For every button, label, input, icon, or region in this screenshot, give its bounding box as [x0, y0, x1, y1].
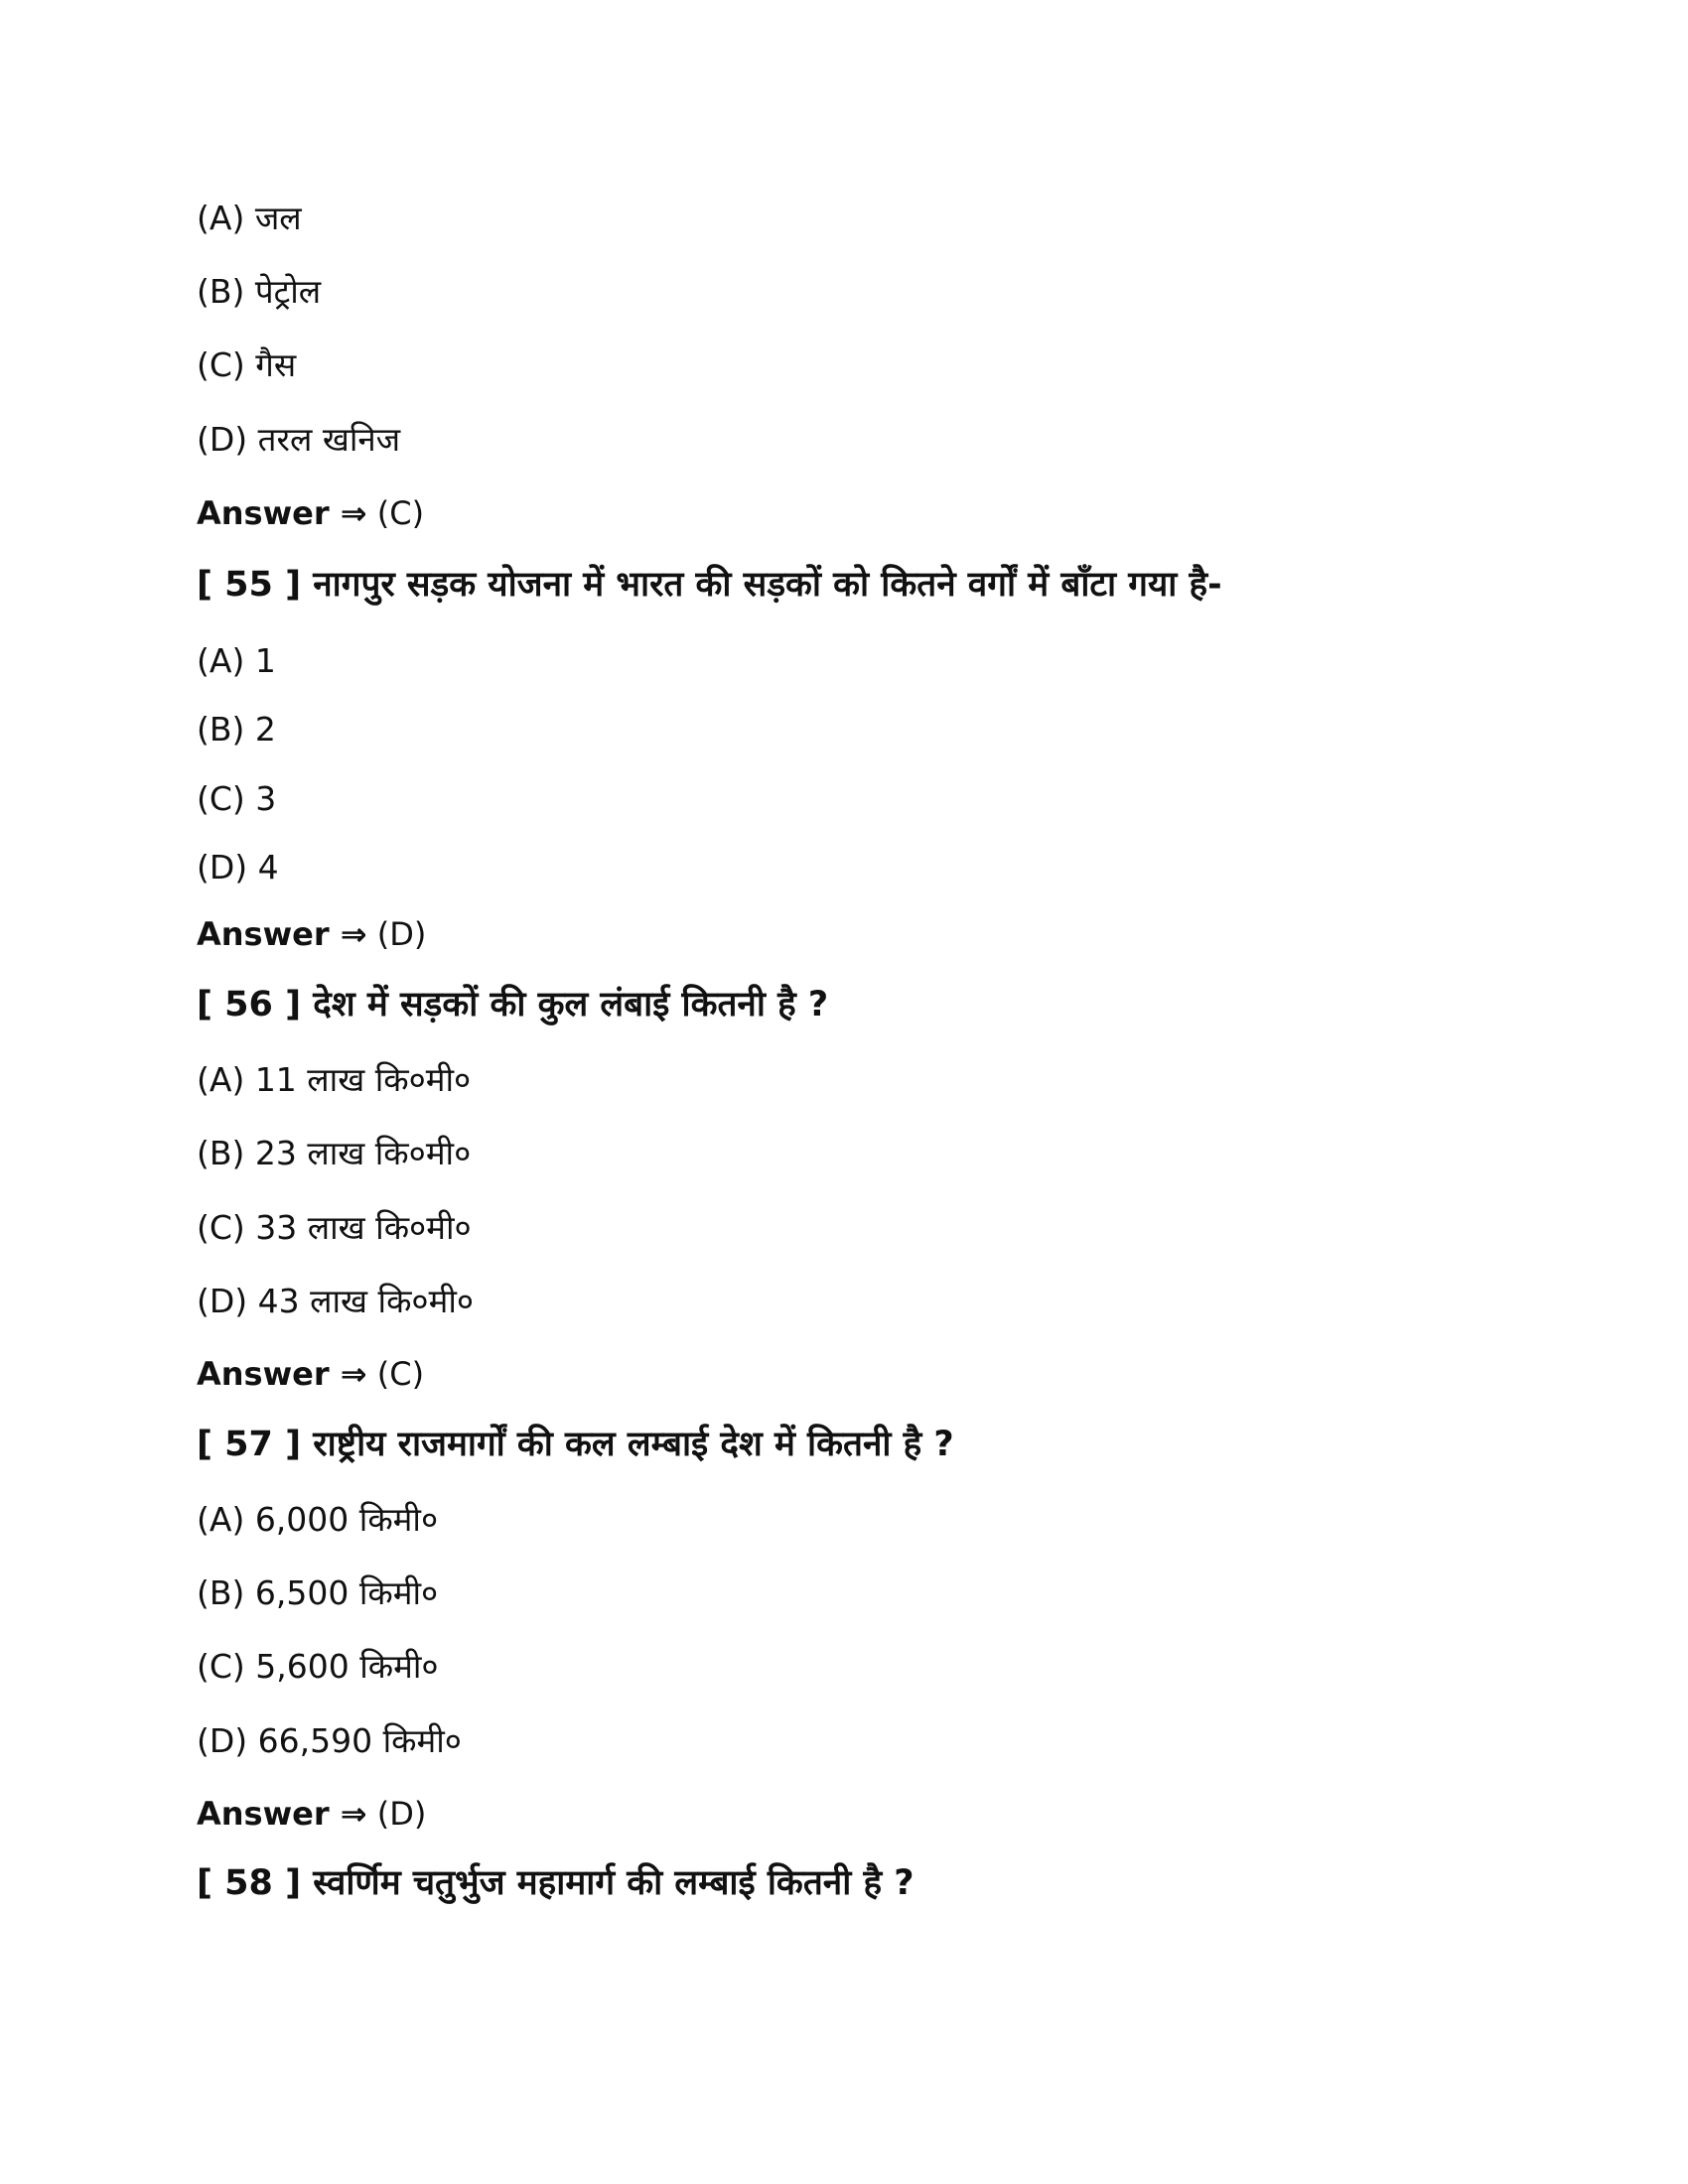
option-q57-a: (A) 6,000 किमी०: [197, 1500, 439, 1539]
option-q54-d: (D) तरल खनिज: [197, 420, 401, 459]
answer-q54: [197, 494, 425, 532]
answer-q57: [197, 1795, 427, 1833]
option-q57-c: (C) 5,600 किमी०: [197, 1647, 439, 1686]
option-q56-b: (B) 23 लाख कि०मी०: [197, 1134, 472, 1172]
option-q56-c: (C) 33 लाख कि०मी०: [197, 1208, 472, 1247]
option-q54-b: (B) पेट्रोल: [197, 272, 322, 311]
answer-q55: [197, 915, 427, 953]
option-q55-c: (C) 3: [197, 779, 277, 818]
answer-q56: [197, 1355, 425, 1393]
answer-value: (C): [376, 494, 425, 532]
answer-value: (D): [376, 915, 427, 953]
question-57: [ 57 ] राष्ट्रीय राजमार्गों की कल लम्बाई देश में कितनी है ?: [197, 1425, 954, 1464]
option-q54-a: (A) जल: [197, 199, 302, 237]
option-q54-c: (C) गैस: [197, 345, 297, 384]
option-q55-a: (A) 1: [197, 641, 276, 680]
answer-label: Answer ⇒: [197, 1795, 367, 1833]
option-q56-d: (D) 43 लाख कि०मी०: [197, 1282, 475, 1320]
option-q55-d: (D) 4: [197, 848, 279, 887]
option-q57-b: (B) 6,500 किमी०: [197, 1573, 439, 1612]
answer-value: (D): [376, 1795, 427, 1833]
answer-value: (C): [376, 1355, 425, 1393]
answer-label: Answer ⇒: [197, 915, 367, 953]
option-q55-b: (B) 2: [197, 710, 276, 749]
question-55: [ 55 ] नागपुर सड़क योजना में भारत की सड़कों को कितने वर्गों में बाँटा गया है-: [197, 565, 1222, 605]
answer-label: Answer ⇒: [197, 494, 367, 532]
question-56: [ 56 ] देश में सड़कों की कुल लंबाई कितनी है ?: [197, 985, 829, 1024]
answer-label: Answer ⇒: [197, 1355, 367, 1393]
option-q57-d: (D) 66,590 किमी०: [197, 1721, 462, 1760]
option-q56-a: (A) 11 लाख कि०मी०: [197, 1060, 472, 1099]
question-58: [ 58 ] स्वर्णिम चतुर्भुज महामार्ग की लम्बाई कितनी है ?: [197, 1863, 914, 1903]
